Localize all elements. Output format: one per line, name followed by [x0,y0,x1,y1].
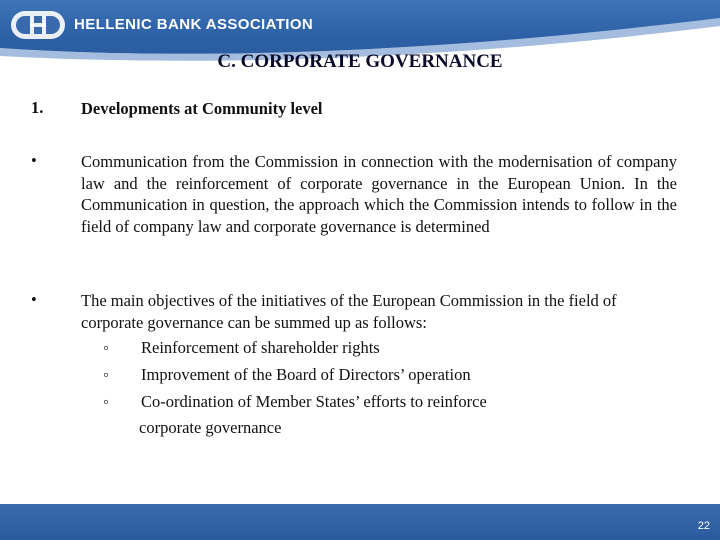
sub-item-text: Improvement of the Board of Directors’ operation [141,365,471,384]
slide-title: C. CORPORATE GOVERNANCE [217,51,503,72]
bullet-marker: • [31,151,37,170]
sub-item-member-states [0,392,720,418]
sub-item-text: Reinforcement of shareholder rights [141,338,380,357]
page-number: 22 [697,520,710,532]
section-number: 1. [31,98,44,117]
sub-item-board-operation [0,365,720,391]
section-heading: Developments at Community level [81,99,323,118]
sub-bullet-marker: ◦ [103,392,109,411]
bullet-text: The main objectives of the initiatives of the European Commission in the field of corporate governance can be summed up as follows: [81,291,617,332]
sub-bullet-marker: ◦ [103,365,109,384]
bullet-marker: • [31,290,37,309]
sub-item-shareholder-rights [0,338,720,364]
bullet-text: Communication from the Commission in connection with the modernisation of company law and the reinforcement of corporate governance in the European Union. In the Communication in question, the approach which the Commission intends to follow in the field of company law and corporate governance is determined [81,152,677,237]
hba-logo-icon [10,10,66,40]
sub-item-continuation: corporate governance [139,418,282,437]
footer-bar [0,504,720,540]
organization-name: HELLENIC BANK ASSOCIATION [74,16,314,33]
sub-item-text: Co-ordination of Member States’ efforts to reinforce [141,392,487,411]
sub-bullet-marker: ◦ [103,338,109,357]
